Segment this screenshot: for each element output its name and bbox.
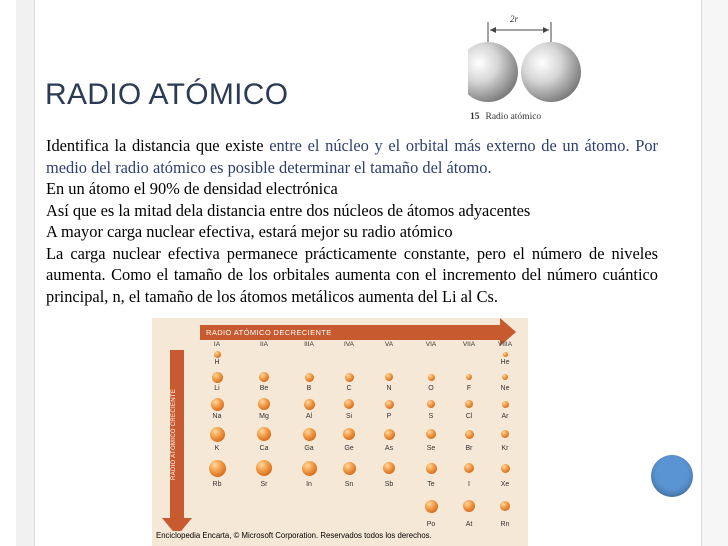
element-label-se: Se <box>426 445 436 452</box>
atom-sphere-sr <box>256 460 272 476</box>
paragraph-1-highlight: entre el núcleo y el orbital más externo de un átomo. Por medio del radio atómico es posible determinar el tamaño del átomo. <box>46 136 658 177</box>
group-label-iva: IVA <box>344 341 354 348</box>
atom-sphere-xe <box>501 464 510 473</box>
atom-sphere-f <box>466 374 472 380</box>
atom-sphere-o <box>428 374 435 381</box>
group-label-via: VIA <box>425 341 437 348</box>
atom-sphere-as <box>384 429 395 440</box>
element-label-n: N <box>386 385 392 392</box>
element-label-na: Na <box>212 413 222 420</box>
group-label-viiia: VIIIA <box>497 341 513 348</box>
paragraph-3: Así que es la mitad dela distancia entre dos núcleos de átomos adyacentes <box>46 200 531 220</box>
atom-sphere-b <box>305 373 314 382</box>
element-label-po: Po <box>426 521 436 528</box>
element-label-xe: Xe <box>500 481 510 488</box>
element-label-i: I <box>468 481 470 488</box>
atom-sphere-be <box>259 372 269 382</box>
atom-sphere-h <box>214 351 221 358</box>
atom-sphere-al <box>304 399 315 410</box>
group-label-ia: IA <box>213 341 221 348</box>
atom-sphere-cl <box>465 400 473 408</box>
right-border-strip <box>701 0 728 546</box>
element-label-o: O <box>428 385 434 392</box>
element-label-ne: Ne <box>500 385 510 392</box>
table-header-banner: RADIO ATÓMICO DECRECIENTE <box>200 325 500 340</box>
element-label-ga: Ga <box>304 445 314 452</box>
atom-sphere-sb <box>383 462 395 474</box>
figure-caption-text: Radio atómico <box>485 112 542 122</box>
element-label-ca: Ca <box>259 445 269 452</box>
atom-radius-figure <box>468 12 598 126</box>
element-label-c: C <box>346 385 352 392</box>
atom-sphere-li <box>212 372 223 383</box>
atom-sphere-sn <box>343 462 356 475</box>
group-label-viia: VIIA <box>462 341 476 348</box>
element-label-te: Te <box>427 481 435 488</box>
element-label-li: Li <box>214 385 220 392</box>
element-label-he: He <box>500 359 510 366</box>
atom-sphere-in <box>302 461 317 476</box>
atom-sphere-rb <box>209 460 226 477</box>
atom-sphere-i <box>464 463 474 473</box>
atom-sphere-c <box>345 373 354 382</box>
element-label-sb: Sb <box>384 481 394 488</box>
atom-sphere-ga <box>303 428 316 441</box>
element-label-si: Si <box>345 413 353 420</box>
element-label-al: Al <box>305 413 313 420</box>
element-label-sr: Sr <box>260 481 268 488</box>
element-label-p: P <box>386 413 392 420</box>
paragraph-1-text: Identifica la distancia que existe <box>46 136 270 155</box>
element-label-rn: Rn <box>500 521 510 528</box>
element-label-be: Be <box>259 385 269 392</box>
atom-sphere-k <box>210 427 225 442</box>
element-label-cl: Cl <box>465 413 473 420</box>
atom-sphere-se <box>426 429 436 439</box>
element-label-in: In <box>306 481 312 488</box>
atom-sphere-n <box>385 373 393 381</box>
element-label-k: K <box>214 445 220 452</box>
element-label-h: H <box>214 359 220 366</box>
atom-sphere-rn <box>500 501 510 511</box>
element-label-ar: Ar <box>501 413 509 420</box>
group-label-iia: IIA <box>260 341 268 348</box>
atom-sphere-ge <box>343 428 355 440</box>
element-label-b: B <box>306 385 312 392</box>
figure-number: 15 <box>470 112 480 122</box>
paragraph-2: En un átomo el 90% de densidad electrónica <box>46 179 338 198</box>
atom-sphere-at <box>463 500 475 512</box>
slide-nav-button[interactable] <box>651 455 693 497</box>
atom-sphere-mg <box>258 398 270 410</box>
vertical-banner-label: RADIO ATÓMICO CRECIENTE <box>171 388 177 481</box>
paragraph-4: A mayor carga nuclear efectiva, estará mejor su radio atómico <box>46 222 453 241</box>
atom-sphere-na <box>211 398 224 411</box>
atom-sphere-ar <box>502 401 509 408</box>
element-label-sn: Sn <box>344 481 354 488</box>
atom-sphere-he <box>503 352 508 357</box>
element-label-s: S <box>428 413 434 420</box>
element-label-kr: Kr <box>501 445 509 452</box>
element-label-ge: Ge <box>344 445 354 452</box>
atom-sphere-ne <box>502 374 508 380</box>
element-label-as: As <box>384 445 394 452</box>
paragraph-5: La carga nuclear efectiva permanece prácticamente constante, pero el número de niveles aumenta. Como el tamaño de los orbitales aumenta con el incremento del número cuántico principal, n, el tamaño de los átomos metálicos aumenta del Li al Cs. <box>46 243 658 306</box>
element-label-at: At <box>465 521 473 528</box>
group-label-va: VA <box>384 341 394 348</box>
element-label-f: F <box>466 385 472 392</box>
atom-sphere-s <box>427 400 435 408</box>
atom-sphere-si <box>344 399 354 409</box>
left-border-strip <box>16 0 35 546</box>
element-label-br: Br <box>465 445 473 452</box>
slide-body <box>46 135 658 307</box>
image-credit: Enciclopedia Encarta, © Microsoft Corporation. Reservados todos los derechos. <box>156 531 432 540</box>
atom-sphere-te <box>426 463 437 474</box>
slide-title: RADIO ATÓMICO <box>45 78 289 111</box>
atom-sphere-po <box>425 500 438 513</box>
atom-sphere-br <box>465 430 474 439</box>
two-atoms-illustration <box>468 12 598 112</box>
atom-sphere-p <box>385 400 394 409</box>
element-label-rb: Rb <box>212 481 222 488</box>
element-label-mg: Mg <box>259 413 269 420</box>
group-label-iiia: IIIA <box>304 341 314 348</box>
paragraph-1 <box>46 135 658 178</box>
two-r-label: 2r <box>510 14 519 24</box>
atom-figure-caption <box>470 112 541 122</box>
atom-sphere-kr <box>501 430 509 438</box>
atom-sphere-ca <box>257 427 271 441</box>
